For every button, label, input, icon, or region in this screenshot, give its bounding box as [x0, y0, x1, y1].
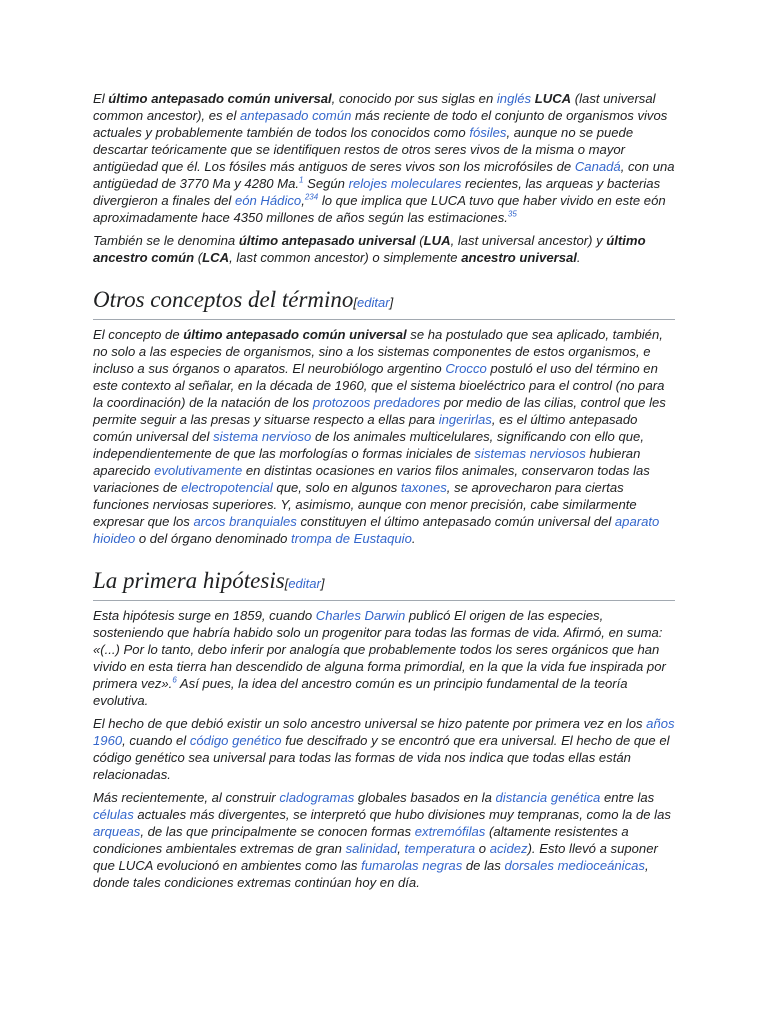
bracket: ]	[389, 295, 394, 310]
section-heading-otros-conceptos	[93, 286, 675, 320]
text: , last common ancestor) o simplemente	[229, 250, 462, 265]
text: Según	[303, 176, 349, 191]
text: .	[576, 250, 581, 265]
text: fue descifrado y se encontró que era universal. El hecho de que el código genético sea universal para todas las formas de vida nos indica que todas ellas están relacionadas.	[93, 733, 670, 782]
link-arqueas[interactable]: arqueas	[93, 824, 141, 839]
text: , last universal ancestor) y	[450, 233, 607, 248]
text: , conocido por sus siglas en	[331, 91, 497, 106]
text: , de las que principalmente se conocen formas	[140, 824, 415, 839]
bold-term: último antepasado común universal	[183, 327, 407, 342]
text: , cuando el	[122, 733, 190, 748]
text: publicó El origen de las especies, sosteniendo que habría habido solo un progenitor para todas las formas de vida. Afirmó, en suma: «(...) Por lo tanto, debo inferir por analogía que probablemente todos los seres orgánicos que han vivido en esta tierra han descendido de alguna forma primordial, en la que la vida fue inspirada por primera vez».	[93, 608, 666, 691]
link-salinidad[interactable]: salinidad	[345, 841, 398, 856]
link-protozoos-predadores[interactable]: protozoos predadores	[312, 395, 441, 410]
edit-link[interactable]: editar	[357, 295, 390, 310]
section-heading-primera-hipotesis	[93, 567, 675, 601]
text: que, solo en algunos	[272, 480, 401, 495]
text: constituyen el último antepasado común universal del	[296, 514, 615, 529]
link-dorsales-medioceanicas[interactable]: dorsales medioceánicas	[504, 858, 645, 873]
link-trompa-de-eustaquio[interactable]: trompa de Eustaquio	[291, 531, 412, 546]
text: (	[194, 250, 203, 265]
bold-term: ancestro universal	[461, 250, 577, 265]
text: (altamente resistentes a condiciones ambientales extremas de gran	[93, 824, 629, 856]
link-fumarolas-negras[interactable]: fumarolas negras	[361, 858, 463, 873]
section2-paragraph-1	[93, 607, 675, 709]
edit-link[interactable]: editar	[288, 576, 321, 591]
text: en distintas ocasiones en varios filos animales, conservaron todas las variaciones de	[93, 463, 650, 495]
link-aparato-hioideo[interactable]: aparato hioideo	[93, 514, 660, 546]
link-relojes-moleculares[interactable]: relojes moleculares	[348, 176, 462, 191]
link-codigo-genetico[interactable]: código genético	[189, 733, 282, 748]
section1-paragraph-1	[93, 326, 675, 547]
link-acidez[interactable]: acidez	[489, 841, 528, 856]
section-title: La primera hipótesis	[93, 568, 285, 593]
link-anos-1960[interactable]: años 1960	[93, 716, 675, 748]
link-antepasado-comun[interactable]: antepasado común	[240, 108, 352, 123]
link-electropotencial[interactable]: electropotencial	[181, 480, 273, 495]
reference-link[interactable]: 1	[299, 175, 304, 185]
bold-term: LUA	[423, 233, 451, 248]
text: ,	[301, 193, 305, 208]
text: , es el último antepasado común universal del	[93, 412, 638, 444]
text: , donde tales condiciones extremas continúan hoy en día.	[93, 858, 649, 890]
text: o	[475, 841, 490, 856]
text: Esta hipótesis surge en 1859, cuando	[93, 608, 316, 623]
link-temperatura[interactable]: temperatura	[404, 841, 476, 856]
link-celulas[interactable]: células	[93, 807, 134, 822]
text: ,	[397, 841, 405, 856]
text: o del órgano denominado	[135, 531, 292, 546]
reference-link[interactable]: 35	[507, 209, 517, 219]
text: hubieran aparecido	[93, 446, 641, 478]
text: , se aprovecharon para ciertas funciones nerviosas superiores. Y, asimismo, aunque con menor precisión, cabe similarmente expresar que los	[93, 480, 637, 529]
link-charles-darwin[interactable]: Charles Darwin	[315, 608, 406, 623]
text: , aunque no se puede descartar teóricamente que se identifiquen restos de otros seres vivos de la misma o mayor antigüedad que él. Los fósiles más antiguos de seres vivos son los microfósiles de	[93, 125, 634, 174]
bold-term: último antepasado común universal	[108, 91, 332, 106]
text: El	[93, 91, 109, 106]
link-arcos-branquiales[interactable]: arcos branquiales	[193, 514, 297, 529]
text: Así pues, la idea del ancestro común es un principio fundamental de la teoría evolutiva.	[93, 676, 628, 708]
link-ingerirlas[interactable]: ingerirlas	[438, 412, 492, 427]
bold-term: LCA	[202, 250, 230, 265]
intro-paragraph-2	[93, 232, 675, 266]
text: (	[415, 233, 424, 248]
section2-paragraph-2	[93, 715, 675, 783]
text: actuales más divergentes, se interpretó que hubo divisiones muy tempranas, como la de las	[133, 807, 671, 822]
text: Más recientemente, al construir	[93, 790, 280, 805]
edit-section-control	[353, 295, 393, 310]
bold-term: LUCA	[534, 91, 572, 106]
text: globales basados en la	[354, 790, 496, 805]
text: ). Esto llevó a suponer que LUCA evolucionó en ambientes como las	[93, 841, 658, 873]
link-taxones[interactable]: taxones	[400, 480, 447, 495]
section-title: Otros conceptos del término	[93, 287, 354, 312]
link-ingles[interactable]: inglés	[496, 91, 532, 106]
link-crocco[interactable]: Crocco	[445, 361, 487, 376]
text: más reciente de todo el conjunto de organismos vivos actuales y probablemente también de todos los conocidos como	[93, 108, 668, 140]
text: postuló el uso del término en este contexto al señalar, en la década de 1960, que el sistema bioeléctrico para el control (no para la coordinación) de la natación de los	[93, 361, 665, 410]
link-distancia-genetica[interactable]: distancia genética	[495, 790, 601, 805]
text: entre las	[600, 790, 655, 805]
link-fosiles[interactable]: fósiles	[469, 125, 507, 140]
text: , con una antigüedad de 3770 Ma y 4280 Ma.	[93, 159, 675, 191]
reference-link[interactable]: 6	[172, 675, 177, 685]
text: de los animales multicelulares, significando con ello que, independientemente de que las morfologías o formas iniciales de	[93, 429, 644, 461]
bracket: [	[284, 576, 289, 591]
text: El concepto de	[93, 327, 184, 342]
link-cladogramas[interactable]: cladogramas	[279, 790, 355, 805]
text: por medio de las cilias, control que les permite seguir a las presas y situarse respecto a ellas para	[93, 395, 666, 427]
bold-term: último antepasado universal	[238, 233, 416, 248]
link-evolutivamente[interactable]: evolutivamente	[154, 463, 243, 478]
intro-paragraph-1	[93, 90, 675, 226]
section2-paragraph-3	[93, 789, 675, 891]
text: (last universal common ancestor), es el	[93, 91, 656, 123]
reference-link[interactable]: 234	[304, 192, 319, 202]
text: El hecho de que debió existir un solo ancestro universal se hizo patente por primera vez en los	[93, 716, 647, 731]
text: recientes, las arqueas y bacterias divergieron a finales del	[93, 176, 661, 208]
edit-section-control	[285, 576, 325, 591]
link-canada[interactable]: Canadá	[574, 159, 621, 174]
link-eon-hadico[interactable]: eón Hádico	[234, 193, 302, 208]
text: lo que implica que LUCA tuvo que haber vivido en este eón aproximadamente hace 4350 millones de años según las estimaciones.	[93, 193, 666, 225]
article-content	[93, 90, 675, 897]
bracket: ]	[320, 576, 325, 591]
link-sistema-nervioso[interactable]: sistema nervioso	[213, 429, 312, 444]
link-extremofilas[interactable]: extremófilas	[414, 824, 486, 839]
text: de las	[462, 858, 505, 873]
bold-term: último ancestro común	[93, 233, 646, 265]
text: se ha postulado que sea aplicado, también, no solo a las especies de organismos, sino a los sistemas componentes de estos organismos, e incluso a sus órganos o aparatos. El neurobiólogo argentino	[93, 327, 663, 376]
link-sistemas-nerviosos[interactable]: sistemas nerviosos	[474, 446, 586, 461]
bracket: [	[353, 295, 358, 310]
text: También se le denomina	[93, 233, 239, 248]
text: .	[411, 531, 416, 546]
